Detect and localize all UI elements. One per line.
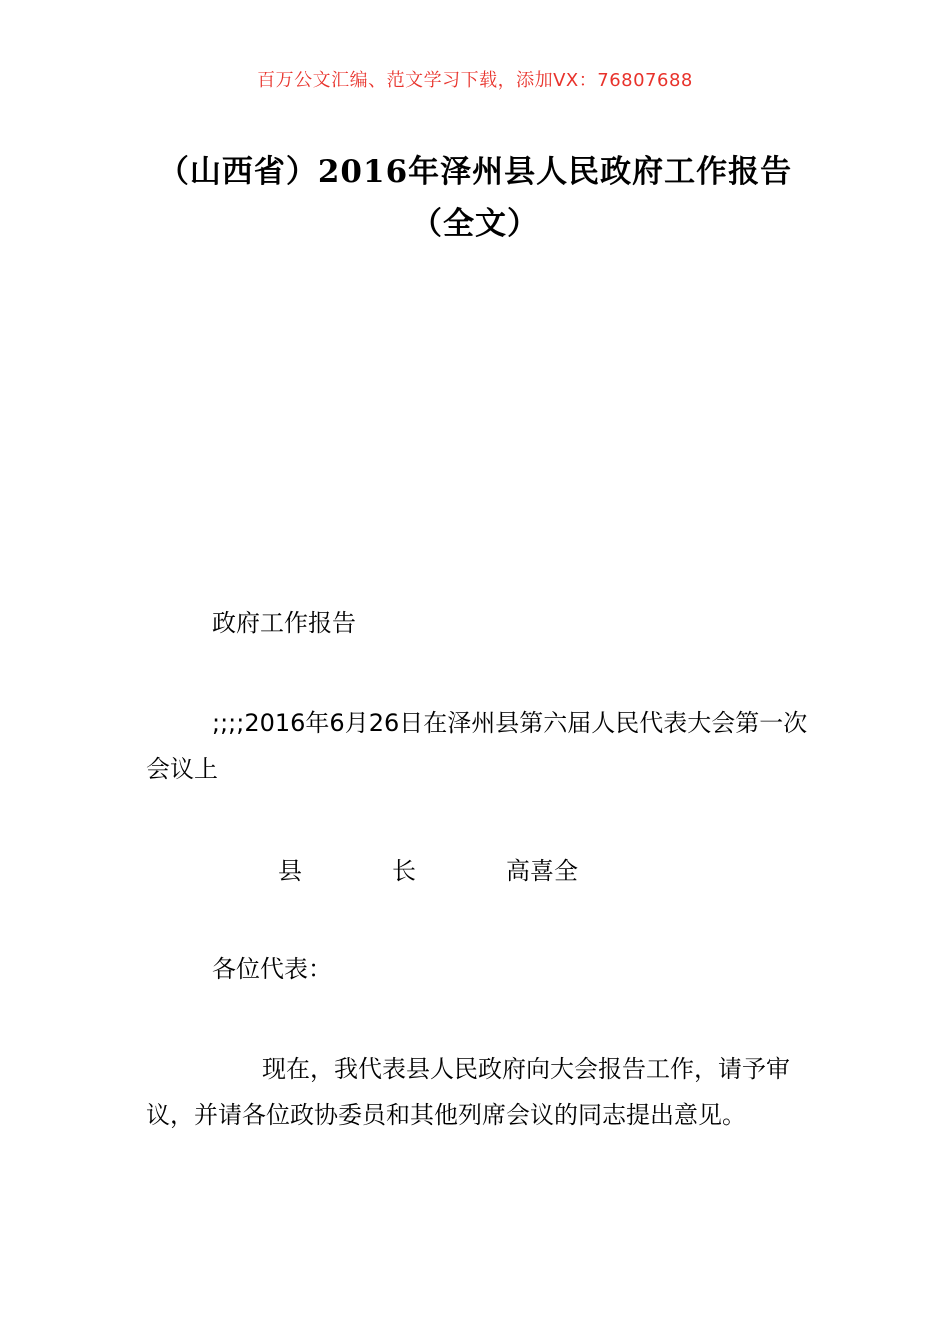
meeting-line: ;;;;2016年6月26日在泽州县第六届人民代表大会第一次会议上 [146, 709, 808, 783]
speaker-role-char-1: 县 [278, 857, 302, 885]
body-paragraph: 现在，我代表县人民政府向大会报告工作，请予审议，并请各位政协委员和其他列席会议的同志提出意见。 [146, 1055, 790, 1129]
document-title: （山西省）2016年泽州县人民政府工作报告（全文） [157, 154, 793, 242]
greeting: 各位代表： [212, 955, 332, 983]
speaker-role-char-2: 长 [392, 857, 416, 885]
speaker-name: 高喜全 [506, 857, 578, 885]
header-banner: 百万公文汇编、范文学习下载，添加VX：76807688 [257, 70, 693, 91]
report-heading: 政府工作报告 [212, 609, 356, 637]
speaker-line [146, 848, 810, 894]
